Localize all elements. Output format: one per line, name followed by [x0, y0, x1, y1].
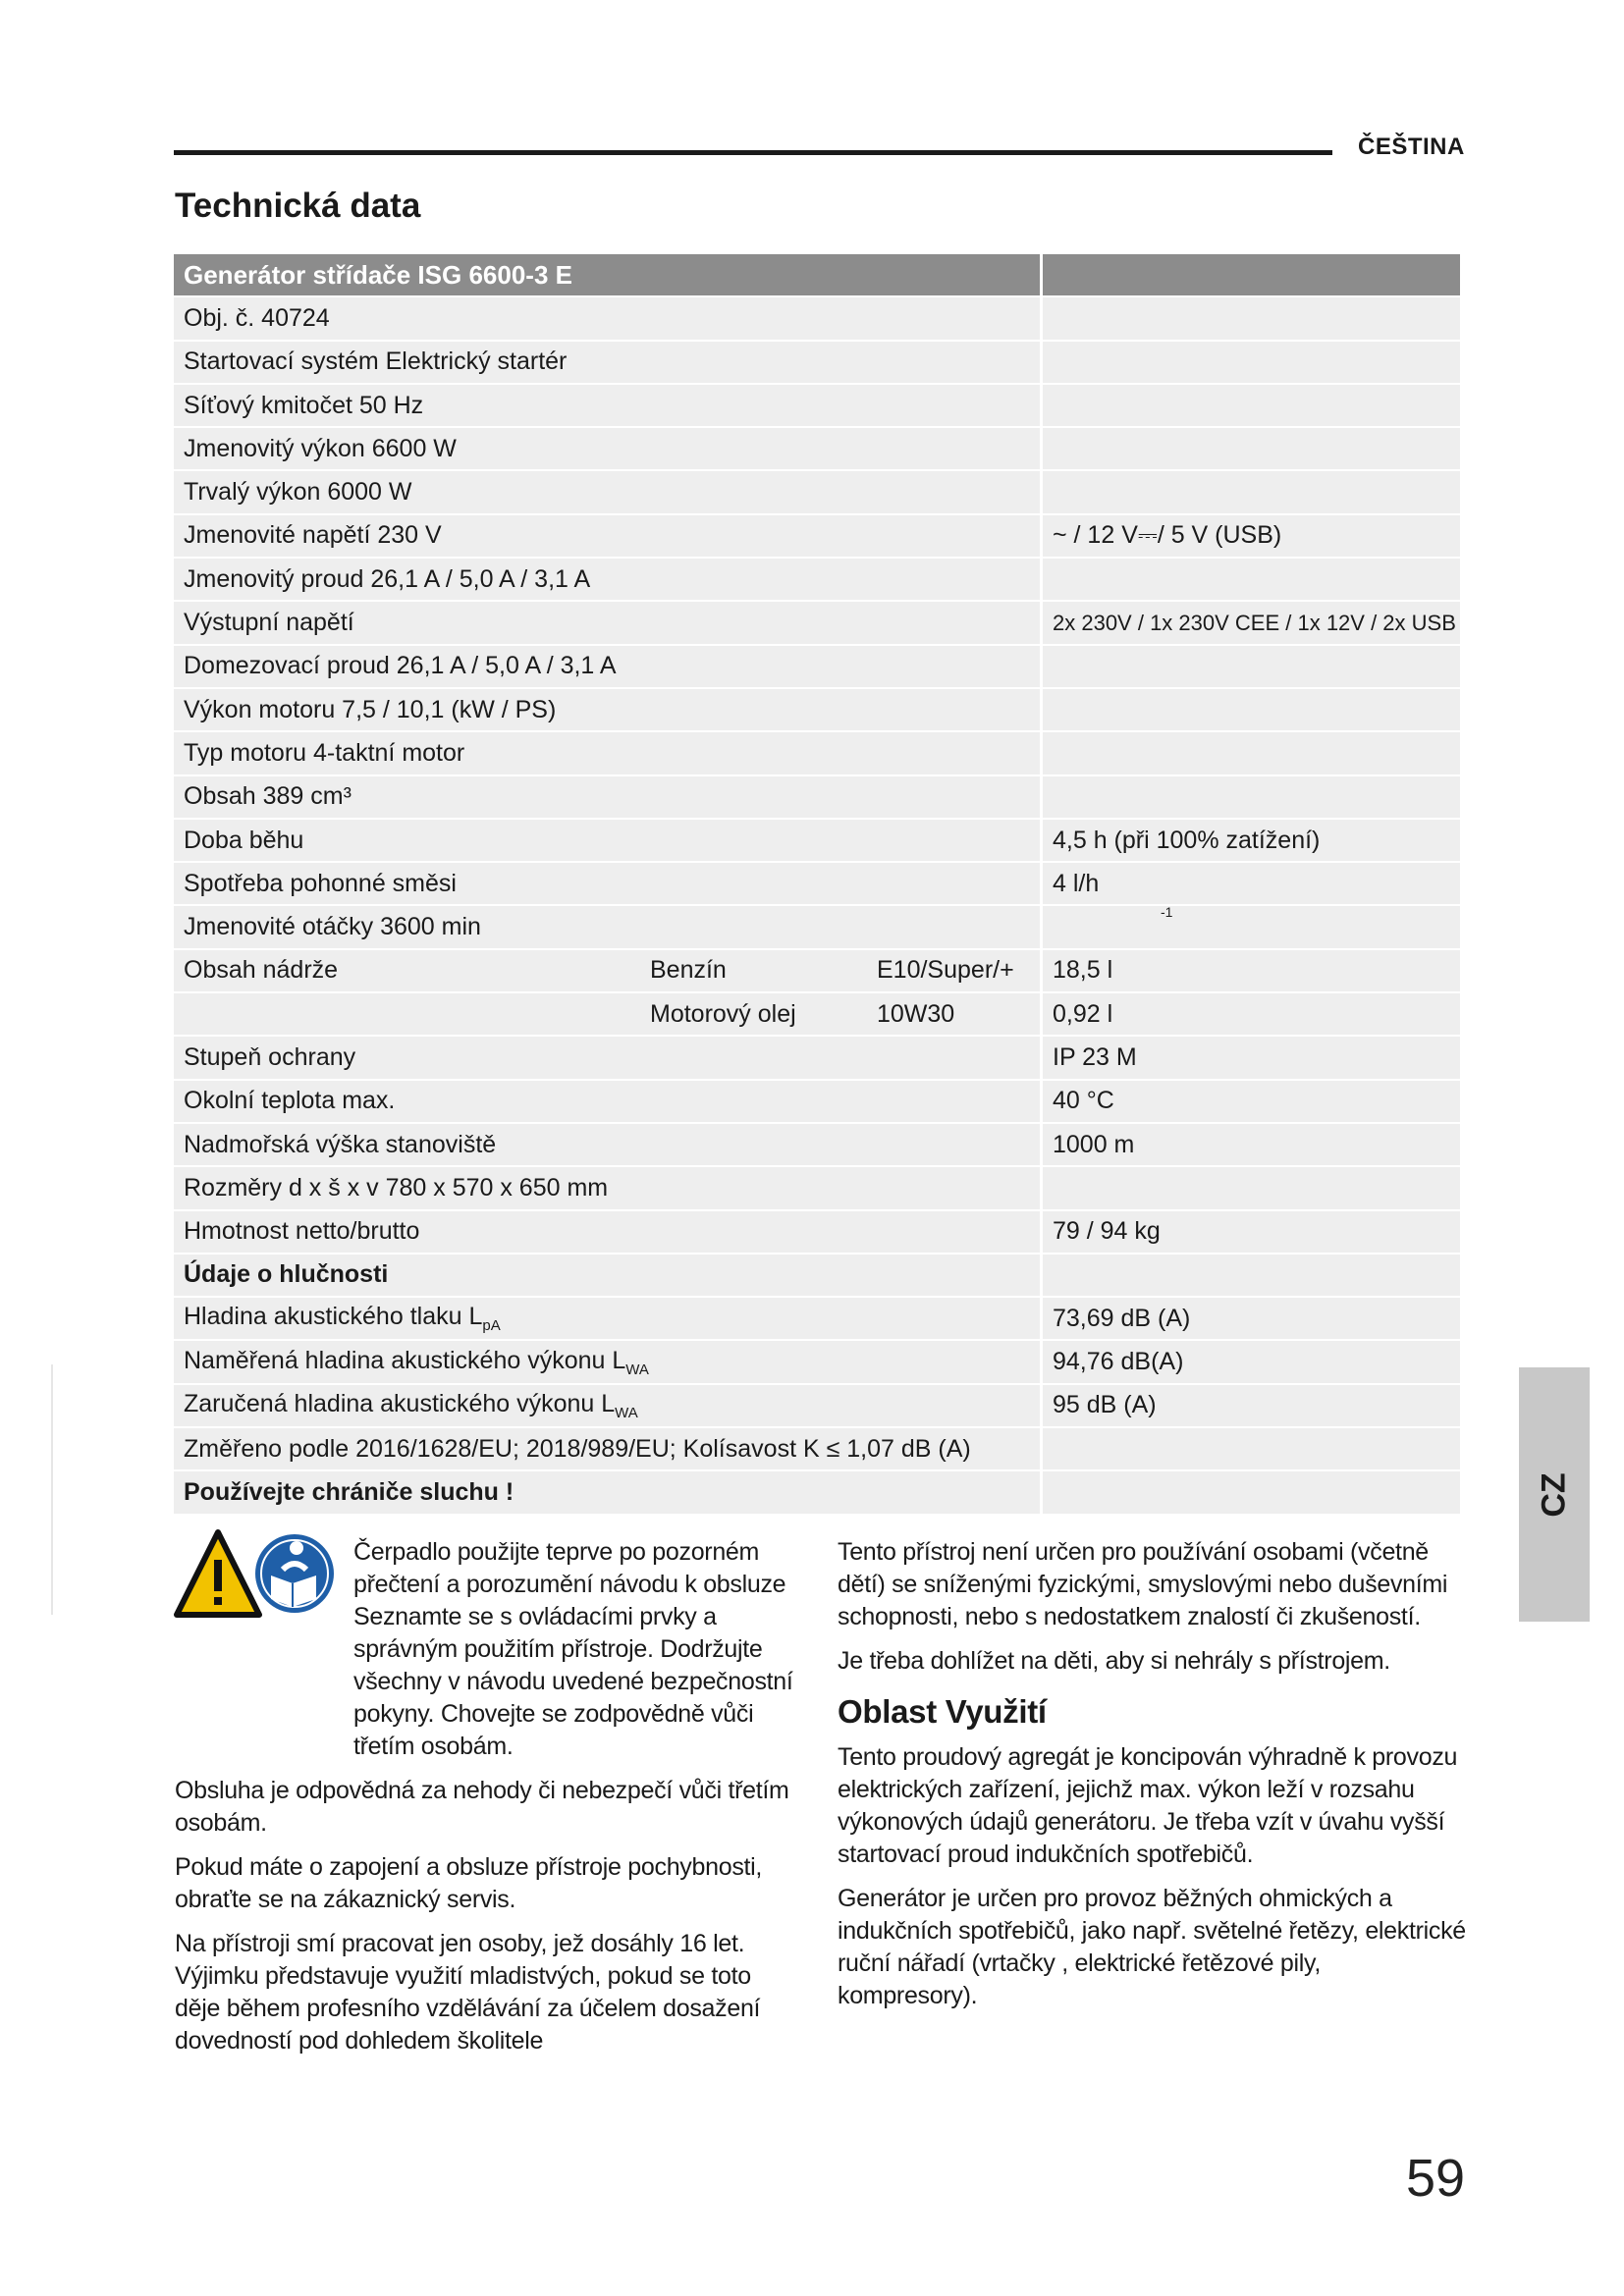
spec-label: Spotřeba pohonné směsi — [174, 863, 1040, 906]
paragraph: Tento proudový agregát je koncipován výhradně k provozu elektrických zařízení, jejichž max. výkon leží v rozsahu výkonových údajů generátoru. Je třeba vzít v úvahu vyšší startovací proud indukčních spotřebičů. — [838, 1743, 1458, 1868]
page-number: 59 — [1406, 2149, 1466, 2208]
noise-label: Zaručená hladina akustického výkonu L — [184, 1389, 616, 1417]
spec-label: Výkon motoru 7,5 / 10,1 (kW / PS) — [174, 689, 1040, 732]
spec-row — [174, 776, 1460, 820]
spec-label: Používejte chrániče sluchu ! — [174, 1471, 1040, 1515]
tank-label: Obsah nádrže — [174, 950, 640, 993]
spec-row — [174, 863, 1460, 906]
spec-label: Okolní teplota max. — [174, 1081, 1040, 1124]
oil-type: 10W30 — [867, 993, 1040, 1037]
noise-subscript: pA — [482, 1317, 501, 1335]
page-title: Technická data — [175, 187, 421, 225]
spec-row — [174, 342, 1460, 385]
paragraph: Tento přístroj není určen pro používání osobami (včetně dětí) se sníženými fyzickými, smyslovými nebo duševními schopnosti, nebo s nedostatkem znalostí či zkušeností. — [838, 1538, 1448, 1630]
spec-value — [1040, 428, 1460, 471]
spec-value — [1040, 471, 1460, 514]
spec-row — [174, 1385, 1460, 1428]
section-heading: Oblast Využití — [838, 1693, 1047, 1730]
spec-row — [174, 1211, 1460, 1255]
spec-value: 4 l/h — [1040, 863, 1460, 906]
side-tab-label: CZ — [1535, 1471, 1573, 1518]
spec-value: 79 / 94 kg — [1040, 1211, 1460, 1255]
spec-label: Výstupní napětí — [174, 602, 1040, 645]
spec-label — [174, 1298, 1040, 1341]
spec-row — [174, 646, 1460, 689]
paragraph: Je třeba dohlížet na děti, aby si nehrály s přístrojem. — [838, 1647, 1390, 1675]
language-label: ČEŠTINA — [1358, 133, 1465, 160]
spec-table-header — [174, 254, 1460, 297]
spec-label: Jmenovité napětí 230 V — [174, 515, 1040, 559]
spec-label: Jmenovitý proud 26,1 A / 5,0 A / 3,1 A — [174, 559, 1040, 602]
spec-row — [174, 385, 1460, 428]
spec-label: Stupeň ochrany — [174, 1037, 1040, 1080]
spec-label: Rozměry d x š x v 780 x 570 x 650 mm — [174, 1167, 1040, 1210]
spec-label: Jmenovitý výkon 6600 W — [174, 428, 1040, 471]
spec-label: Typ motoru 4-taktní motor — [174, 732, 1040, 775]
spec-row — [174, 471, 1460, 514]
spec-label: Trvalý výkon 6000 W — [174, 471, 1040, 514]
spec-row — [174, 689, 1460, 732]
paragraph: Na přístroji smí pracovat jen osoby, jež dosáhly 16 let. Výjimku představuje využití mladistvých, pokud se toto děje během profesního vzdělávání za účelem dosažení dovedností pod dohledem školitele — [175, 1930, 761, 2055]
noise-label: Naměřená hladina akustického výkonu L — [184, 1346, 626, 1374]
noise-subscript: WA — [615, 1404, 638, 1421]
spec-label: Změřeno podle 2016/1628/EU; 2018/989/EU; Kolísavost K ≤ 1,07 dB (A) — [174, 1428, 1040, 1471]
intro-paragraph: Čerpadlo použijte teprve po pozorném přečtení a porozumění návodu k obsluze Seznamte se s ovládacími prvky a správným použitím přístroje. Dodržujte všechny v návodu uvedené bezpečnostní pokyny. Chovejte se zodpovědně vůči třetím osobám. — [353, 1538, 793, 1760]
spec-value — [1040, 342, 1460, 385]
spec-row — [174, 1341, 1460, 1384]
spec-label: Doba běhu — [174, 820, 1040, 863]
paragraph: Pokud máte o zapojení a obsluze přístroje pochybnosti, obraťte se na zákaznický servis. — [175, 1853, 763, 1913]
spec-value: 2x 230V / 1x 230V CEE / 1x 12V / 2x USB — [1040, 602, 1460, 645]
spec-label: Startovací systém Elektrický startér — [174, 342, 1040, 385]
rpm-exponent: -1 — [1161, 906, 1173, 921]
spec-value — [1040, 559, 1460, 602]
tank-row-fuel — [174, 950, 1460, 993]
spec-value — [1040, 906, 1460, 949]
oil-name: Motorový olej — [640, 993, 867, 1037]
spec-row — [174, 1298, 1460, 1341]
spec-table — [174, 254, 1460, 1516]
spec-row — [174, 820, 1460, 863]
fuel-type: E10/Super/+ — [867, 950, 1040, 993]
spec-value — [1040, 1255, 1460, 1298]
spec-label: Obsah 389 cm³ — [174, 776, 1040, 820]
right-column — [838, 1536, 1466, 2024]
spec-value: 73,69 dB (A) — [1040, 1298, 1460, 1341]
header-empty-cell — [1040, 254, 1460, 297]
spec-value — [1040, 1428, 1460, 1471]
paragraph: Obsluha je odpovědná za nehody či nebezpečí vůči třetím osobám. — [175, 1777, 789, 1837]
spec-row — [174, 559, 1460, 602]
spec-row — [174, 1081, 1460, 1124]
spec-label: Domezovací proud 26,1 A / 5,0 A / 3,1 A — [174, 646, 1040, 689]
spec-label — [174, 1341, 1040, 1384]
spec-row — [174, 428, 1460, 471]
spec-label: Údaje o hlučnosti — [174, 1255, 1040, 1298]
tank-label-empty — [174, 993, 640, 1037]
fuel-name: Benzín — [640, 950, 867, 993]
noise-label: Hladina akustického tlaku L — [184, 1303, 483, 1331]
spec-row — [174, 732, 1460, 775]
spec-value — [1040, 297, 1460, 341]
spec-row — [174, 297, 1460, 341]
paragraph: Generátor je určen pro provoz běžných ohmických a indukčních spotřebičů, jako např. světelné řetězy, elektrické ruční nářadí (vrtačky , elektrické řetězové pily, kompresory). — [838, 1885, 1466, 2009]
margin-mark — [51, 1364, 53, 1615]
spec-row — [174, 1167, 1460, 1210]
left-column — [175, 1536, 793, 2069]
tank-row-oil — [174, 993, 1460, 1037]
spec-value — [1040, 1167, 1460, 1210]
language-side-tab — [1519, 1367, 1590, 1622]
noise-subscript: WA — [625, 1361, 649, 1378]
spec-value — [1040, 732, 1460, 775]
spec-label: Síťový kmitočet 50 Hz — [174, 385, 1040, 428]
spec-value: IP 23 M — [1040, 1037, 1460, 1080]
spec-value — [1040, 646, 1460, 689]
spec-label: Obj. č. 40724 — [174, 297, 1040, 341]
spec-label: Jmenovité otáčky 3600 min — [174, 906, 1040, 949]
spec-label — [174, 1385, 1040, 1428]
spec-value: 94,76 dB(A) — [1040, 1341, 1460, 1384]
fuel-capacity: 18,5 l — [1040, 950, 1460, 993]
spec-value: 4,5 h (při 100% zatížení) — [1040, 820, 1460, 863]
spec-row — [174, 1255, 1460, 1298]
spec-row — [174, 515, 1460, 559]
spec-value: 95 dB (A) — [1040, 1385, 1460, 1428]
spec-row — [174, 1471, 1460, 1515]
spec-label: Nadmořská výška stanoviště — [174, 1124, 1040, 1167]
spec-value — [1040, 689, 1460, 732]
spec-value: ~ / 12 V⎓/ 5 V (USB) — [1040, 515, 1460, 559]
oil-capacity: 0,92 l — [1040, 993, 1460, 1037]
spec-row — [174, 1037, 1460, 1080]
header-rule — [174, 150, 1332, 155]
spec-value — [1040, 1471, 1460, 1515]
spec-value: 40 °C — [1040, 1081, 1460, 1124]
spec-value — [1040, 385, 1460, 428]
spec-row — [174, 906, 1460, 949]
spec-value — [1040, 776, 1460, 820]
spec-value: 1000 m — [1040, 1124, 1460, 1167]
spec-row — [174, 1124, 1460, 1167]
spec-row — [174, 602, 1460, 645]
product-name: Generátor střídače ISG 6600-3 E — [174, 254, 1040, 297]
spec-label: Hmotnost netto/brutto — [174, 1211, 1040, 1255]
spec-row — [174, 1428, 1460, 1471]
